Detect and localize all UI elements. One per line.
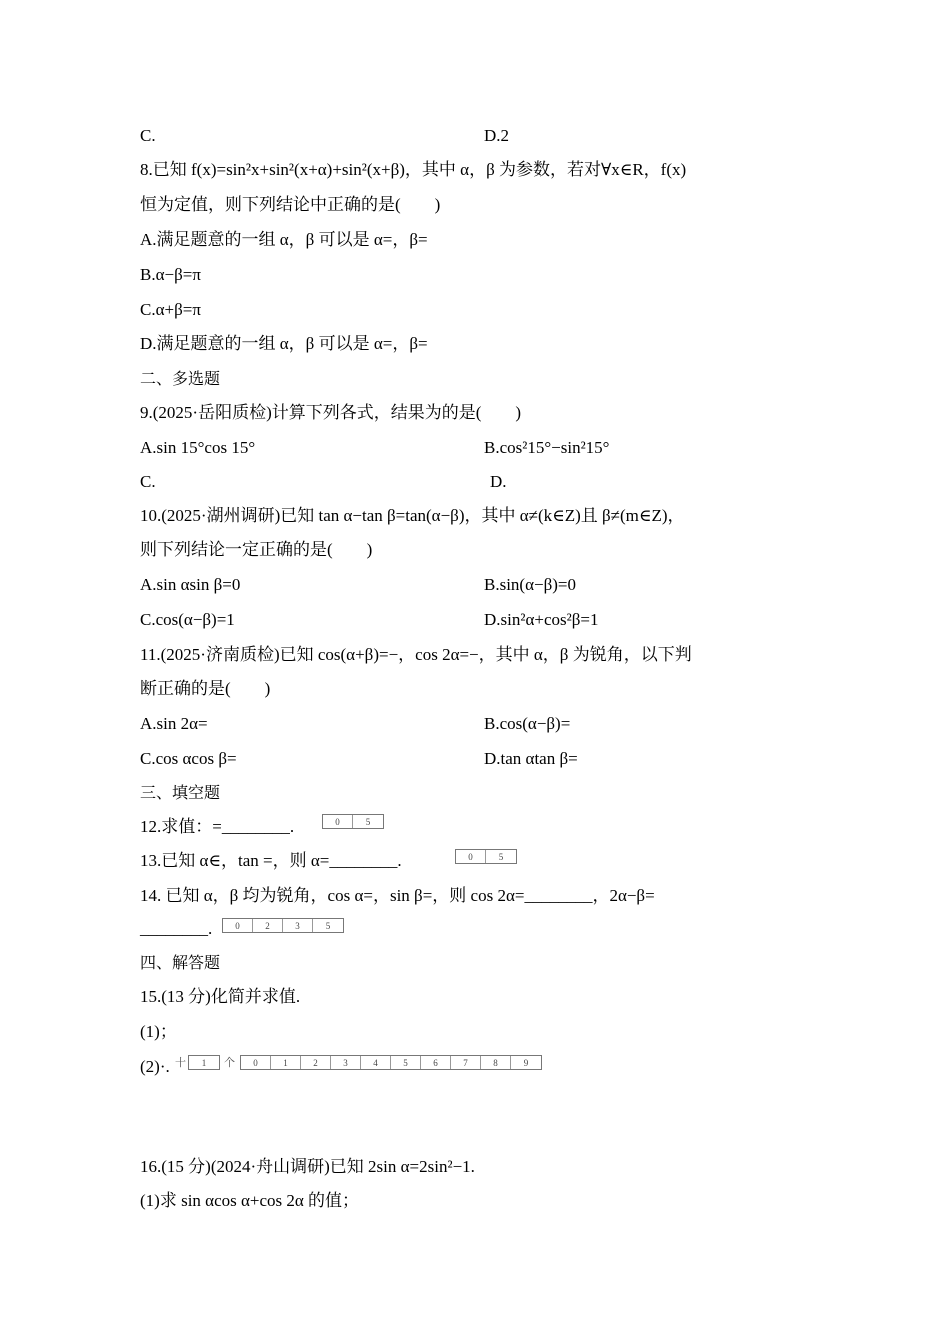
q8-option-d: D.满足题意的一组 α，β 可以是 α=，β= <box>140 334 428 353</box>
q14-stem-1: 14. 已知 α，β 均为锐角，cos α=，sin β=，则 cos 2α=________，2α−β= <box>140 886 655 905</box>
score-cell[interactable]: 5 <box>391 1056 421 1069</box>
score-cell[interactable]: 0 <box>223 919 253 932</box>
score-cell[interactable]: 2 <box>253 919 283 932</box>
score-cell[interactable]: 2 <box>301 1056 331 1069</box>
score-cell[interactable]: 5 <box>498 852 504 862</box>
q9-stem: 9.(2025·岳阳质检)计算下列各式，结果为的是( ) <box>140 403 522 422</box>
q14-stem-2: ________. <box>140 919 213 938</box>
score-cell[interactable]: 1 <box>271 1056 301 1069</box>
q7-option-d: D.2 <box>484 126 510 145</box>
score-cell[interactable]: 5 <box>365 817 371 827</box>
section-multi-choice: 二、多选题 <box>140 369 221 388</box>
score-cell[interactable]: 0 <box>241 1056 271 1069</box>
score-cell[interactable]: 4 <box>361 1056 391 1069</box>
score-cell[interactable]: 7 <box>451 1056 481 1069</box>
score-cell[interactable]: 8 <box>481 1056 511 1069</box>
score-cell[interactable]: 5 <box>325 921 331 931</box>
q8-option-c: C.α+β=π <box>140 300 201 319</box>
q16-part-1: (1)求 sin αcos α+cos 2α 的值； <box>140 1191 360 1210</box>
q15-part-2: (2)·. <box>140 1057 170 1076</box>
q11-option-a: A.sin 2α= <box>140 714 208 733</box>
section-answer: 四、解答题 <box>140 953 221 972</box>
q9-option-b: B.cos²15°−sin²15° <box>484 438 610 457</box>
q9-option-a: A.sin 15°cos 15° <box>140 438 256 457</box>
q9-option-c: C. <box>140 472 156 491</box>
q10-option-c: C.cos(α−β)=1 <box>140 610 235 629</box>
q13-score-grid[interactable] <box>455 849 517 864</box>
q15-part-1: (1)； <box>140 1022 177 1041</box>
score-cell[interactable]: 0 <box>456 850 486 863</box>
q15-tens-grid[interactable] <box>188 1055 220 1070</box>
score-cell[interactable]: 3 <box>283 919 313 932</box>
q14-score-grid[interactable] <box>222 918 344 933</box>
q11-option-c: C.cos αcos β= <box>140 749 237 768</box>
q10-stem-1: 10.(2025·湖州调研)已知 tan α−tan β=tan(α−β)，其中 α≠(k∈Z)且 β≠(m∈Z)， <box>140 506 685 525</box>
q15-stem: 15.(13 分)化简并求值. <box>140 987 301 1006</box>
q15-units-grid[interactable] <box>240 1055 542 1070</box>
q11-stem-1: 11.(2025·济南质检)已知 cos(α+β)=−，cos 2α=−，其中 α，β 为锐角，以下判 <box>140 645 692 664</box>
q16-stem: 16.(15 分)(2024·舟山调研)已知 2sin α=2sin²−1. <box>140 1157 475 1176</box>
q8-stem-1: 8.已知 f(x)=sin²x+sin²(x+α)+sin²(x+β)，其中 α，β 为参数，若对∀x∈R，f(x) <box>140 160 687 179</box>
q10-option-a: A.sin αsin β=0 <box>140 575 241 594</box>
q12-score-grid[interactable] <box>322 814 384 829</box>
q12-stem: 12.求值：=________. <box>140 817 295 836</box>
q8-stem-2: 恒为定值，则下列结论中正确的是( ) <box>140 195 441 214</box>
q13-stem: 13.已知 α∈，tan =，则 α=________. <box>140 851 402 870</box>
score-cell[interactable]: 0 <box>323 815 353 828</box>
q10-option-d: D.sin²α+cos²β=1 <box>484 610 599 629</box>
q11-stem-2: 断正确的是( ) <box>140 679 271 698</box>
units-label: 个 <box>224 1056 235 1069</box>
score-cell[interactable]: 1 <box>201 1058 207 1068</box>
q8-option-b: B.α−β=π <box>140 265 201 284</box>
tens-label: 十 <box>175 1056 186 1069</box>
q8-option-a: A.满足题意的一组 α，β 可以是 α=，β= <box>140 230 428 249</box>
q11-option-d: D.tan αtan β= <box>484 749 578 768</box>
q9-option-d: D. <box>490 472 507 491</box>
score-cell[interactable]: 6 <box>421 1056 451 1069</box>
section-fill-blank: 三、填空题 <box>140 783 221 802</box>
score-cell[interactable]: 3 <box>331 1056 361 1069</box>
q11-option-b: B.cos(α−β)= <box>484 714 571 733</box>
score-cell[interactable]: 9 <box>523 1058 529 1068</box>
q7-option-c: C. <box>140 126 156 145</box>
q10-stem-2: 则下列结论一定正确的是( ) <box>140 540 373 559</box>
q10-option-b: B.sin(α−β)=0 <box>484 575 576 594</box>
